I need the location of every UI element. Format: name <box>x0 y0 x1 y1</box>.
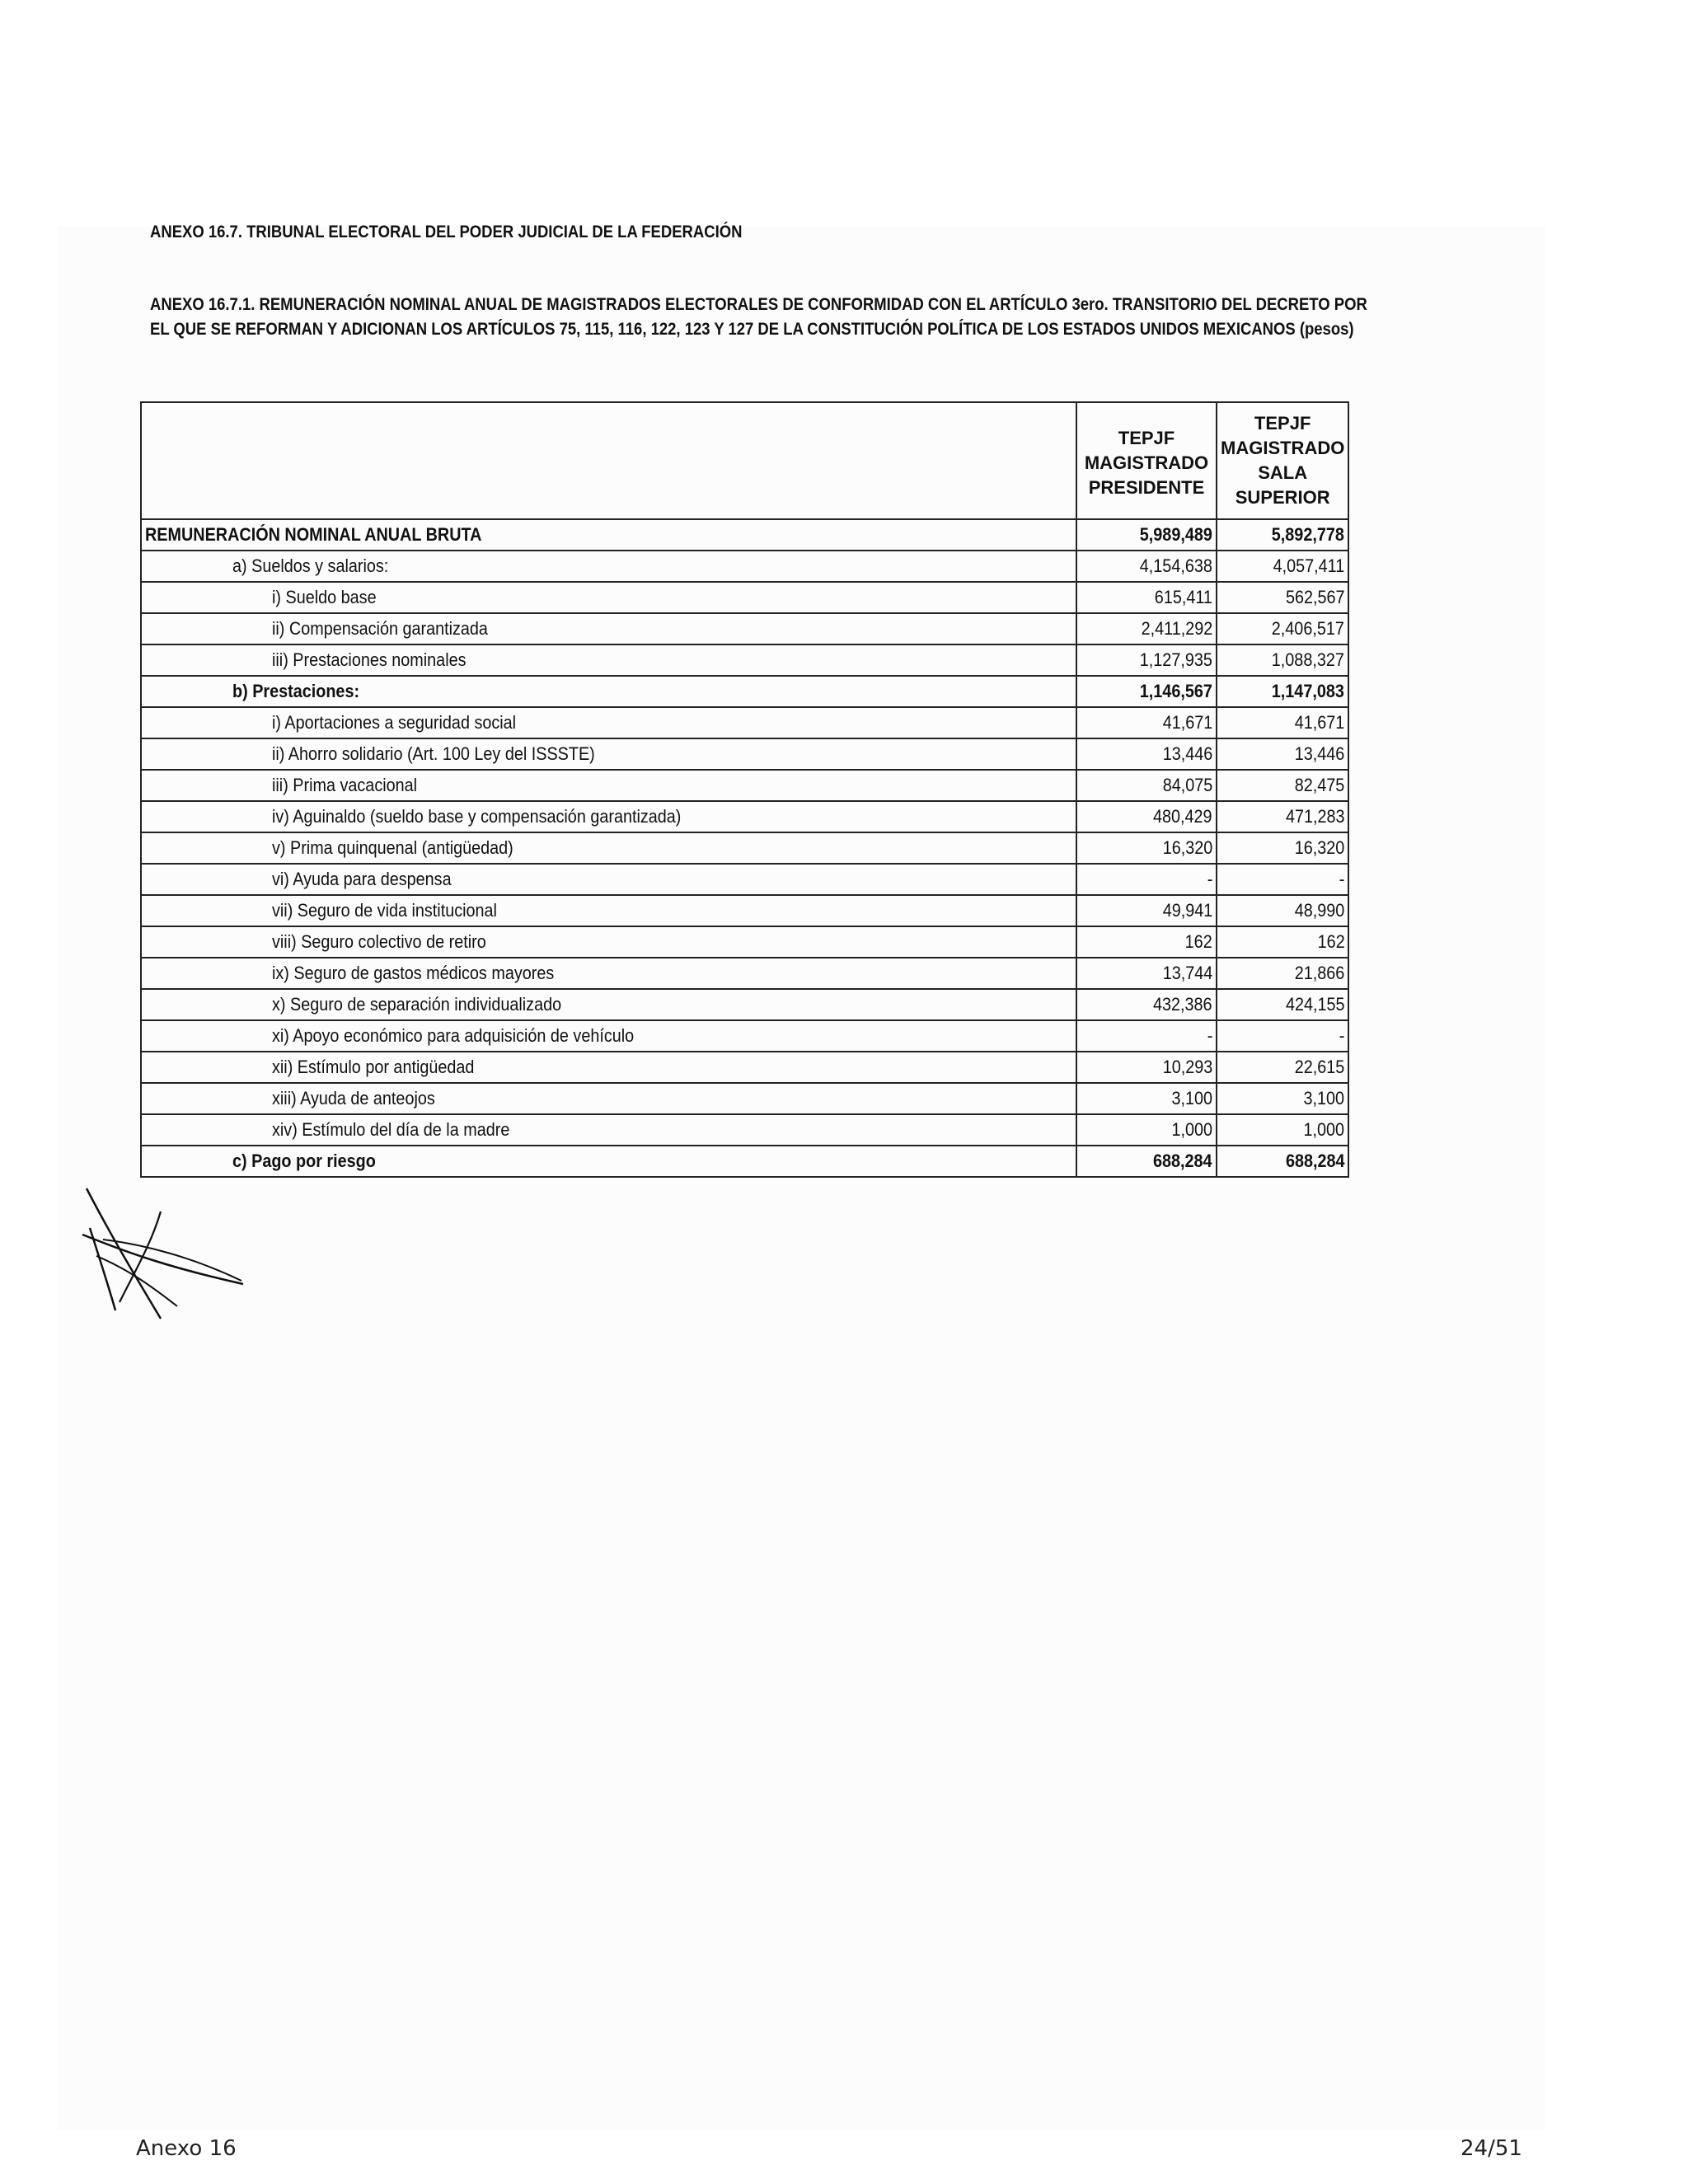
value-presidente <box>1076 551 1217 582</box>
row-label-text: iii) Prestaciones nominales <box>272 649 467 670</box>
value-presidente <box>1076 895 1217 926</box>
value-sala-superior <box>1217 895 1348 926</box>
value-presidente <box>1076 770 1217 801</box>
value-sala-superior <box>1217 1146 1348 1177</box>
value-sala-superior <box>1217 1020 1348 1052</box>
value-presidente-text: 3,100 <box>1171 1088 1212 1108</box>
row-label-text: viii) Seguro colectivo de retiro <box>272 931 486 952</box>
value-sala-superior <box>1217 864 1348 895</box>
value-presidente <box>1076 1052 1217 1083</box>
table-row <box>141 707 1348 738</box>
footer-annex-label: Anexo 16 <box>136 2136 237 2161</box>
row-label <box>141 738 1076 770</box>
value-presidente <box>1076 989 1217 1020</box>
row-label <box>141 707 1076 738</box>
value-presidente <box>1076 1020 1217 1052</box>
value-sala-superior <box>1217 1114 1348 1146</box>
value-presidente-text: - <box>1207 869 1212 889</box>
value-presidente-text: 10,293 <box>1162 1057 1212 1077</box>
value-presidente <box>1076 801 1217 832</box>
value-sala-superior-text: 5,892,778 <box>1272 524 1345 545</box>
value-presidente-text: 1,000 <box>1171 1119 1212 1140</box>
value-sala-superior-text: - <box>1339 1025 1345 1046</box>
value-sala-superior-text: 162 <box>1317 931 1345 952</box>
value-presidente-text: 1,127,935 <box>1139 649 1212 670</box>
row-label <box>141 644 1076 676</box>
table-row <box>141 864 1348 895</box>
table-row <box>141 989 1348 1020</box>
value-sala-superior-text: 424,155 <box>1285 994 1345 1015</box>
row-label <box>141 676 1076 707</box>
row-label <box>141 613 1076 644</box>
remuneration-table <box>140 401 1349 1178</box>
table-row <box>141 551 1348 582</box>
table-body <box>141 519 1348 1177</box>
value-presidente-text: - <box>1207 1025 1212 1046</box>
row-label <box>141 989 1076 1020</box>
value-sala-superior-text: - <box>1339 869 1345 889</box>
table-row <box>141 644 1348 676</box>
header-line: MAGISTRADO <box>1221 438 1345 458</box>
row-label <box>141 1114 1076 1146</box>
handwritten-signature-icon <box>78 1179 260 1331</box>
table-row <box>141 613 1348 644</box>
row-label-text: v) Prima quinquenal (antigüedad) <box>272 837 513 858</box>
row-label <box>141 1146 1076 1177</box>
value-presidente <box>1076 676 1217 707</box>
value-sala-superior-text: 48,990 <box>1294 900 1345 921</box>
value-sala-superior-text: 2,406,517 <box>1272 618 1345 639</box>
row-label-text: ii) Compensación garantizada <box>272 618 488 639</box>
table-row <box>141 926 1348 958</box>
value-presidente <box>1076 864 1217 895</box>
row-label <box>141 1020 1076 1052</box>
value-presidente <box>1076 958 1217 989</box>
value-presidente-text: 13,446 <box>1162 743 1212 764</box>
row-label <box>141 926 1076 958</box>
header-line: PRESIDENTE <box>1088 477 1205 498</box>
table-header-row <box>141 402 1348 519</box>
header-line: TEPJF <box>1118 428 1175 448</box>
table-row <box>141 895 1348 926</box>
value-presidente <box>1076 519 1217 551</box>
value-presidente <box>1076 707 1217 738</box>
table-row <box>141 770 1348 801</box>
row-label <box>141 582 1076 613</box>
annex-title: ANEXO 16.7. TRIBUNAL ELECTORAL DEL PODER JUDICIAL DE LA FEDERACIÓN <box>150 223 743 241</box>
value-sala-superior <box>1217 582 1348 613</box>
row-label <box>141 551 1076 582</box>
value-presidente-text: 432,386 <box>1153 994 1212 1015</box>
column-header-presidente <box>1076 402 1217 519</box>
table-row <box>141 582 1348 613</box>
row-label-text: b) Prestaciones: <box>232 681 360 701</box>
value-sala-superior <box>1217 644 1348 676</box>
value-presidente-text: 13,744 <box>1162 963 1212 983</box>
value-presidente-text: 16,320 <box>1162 837 1212 858</box>
value-presidente-text: 615,411 <box>1154 587 1212 607</box>
value-sala-superior-text: 41,671 <box>1294 712 1345 733</box>
header-line: SALA <box>1258 462 1308 483</box>
value-presidente-text: 2,411,292 <box>1141 618 1212 639</box>
value-sala-superior <box>1217 958 1348 989</box>
value-sala-superior-text: 471,283 <box>1285 806 1345 827</box>
row-label <box>141 895 1076 926</box>
value-presidente <box>1076 1146 1217 1177</box>
row-label-text: iv) Aguinaldo (sueldo base y compensación garantizada) <box>272 806 682 827</box>
row-label-text: xiv) Estímulo del día de la madre <box>272 1119 510 1140</box>
value-sala-superior-text: 21,866 <box>1294 963 1345 983</box>
value-sala-superior-text: 16,320 <box>1294 837 1345 858</box>
value-sala-superior <box>1217 519 1348 551</box>
value-sala-superior-text: 1,000 <box>1303 1119 1345 1140</box>
value-sala-superior-text: 82,475 <box>1294 775 1345 795</box>
value-presidente-text: 41,671 <box>1162 712 1212 733</box>
value-presidente <box>1076 613 1217 644</box>
value-presidente <box>1076 926 1217 958</box>
row-label-text: iii) Prima vacacional <box>272 775 418 795</box>
table-row <box>141 801 1348 832</box>
row-label <box>141 832 1076 864</box>
table-row <box>141 1052 1348 1083</box>
value-sala-superior <box>1217 613 1348 644</box>
row-label-text: xii) Estímulo por antigüedad <box>272 1057 475 1077</box>
row-label-text: xiii) Ayuda de anteojos <box>272 1088 435 1108</box>
row-label <box>141 801 1076 832</box>
value-sala-superior <box>1217 1083 1348 1114</box>
value-presidente <box>1076 738 1217 770</box>
value-sala-superior <box>1217 989 1348 1020</box>
row-label-text: ii) Ahorro solidario (Art. 100 Ley del ISSSTE) <box>272 743 595 764</box>
row-label <box>141 864 1076 895</box>
table-row <box>141 676 1348 707</box>
value-sala-superior-text: 22,615 <box>1294 1057 1345 1077</box>
value-sala-superior-text: 4,057,411 <box>1273 555 1345 576</box>
value-sala-superior-text: 562,567 <box>1285 587 1345 607</box>
row-label <box>141 958 1076 989</box>
value-presidente <box>1076 644 1217 676</box>
row-label-text: i) Aportaciones a seguridad social <box>272 712 517 733</box>
table-row <box>141 519 1348 551</box>
value-sala-superior <box>1217 801 1348 832</box>
value-sala-superior-text: 3,100 <box>1303 1088 1345 1108</box>
row-label <box>141 1052 1076 1083</box>
row-label-text: vii) Seguro de vida institucional <box>272 900 497 921</box>
table-row <box>141 1114 1348 1146</box>
row-label-text: x) Seguro de separación individualizado <box>272 994 562 1015</box>
row-label <box>141 1083 1076 1114</box>
table-row <box>141 958 1348 989</box>
value-presidente <box>1076 1114 1217 1146</box>
value-presidente-text: 688,284 <box>1153 1151 1212 1171</box>
value-presidente-text: 49,941 <box>1162 900 1212 921</box>
value-sala-superior-text: 1,147,083 <box>1272 681 1345 701</box>
header-blank-cell <box>141 402 1076 519</box>
annex-subtitle: ANEXO 16.7.1. REMUNERACIÓN NOMINAL ANUAL DE MAGISTRADOS ELECTORALES DE CONFORMIDAD CON EL ARTÍCULO 3ero. TRANSITORIO DEL DECRETO POR EL QUE SE REFORMAN Y ADICIONAN LOS ARTÍCULOS 75, 115, 116, 122, 123 Y 127 DE LA CONSTITUCIÓN POLÍTICA DE LOS ESTADOS UNIDOS MEXICANOS (pesos) <box>150 295 1367 339</box>
value-presidente-text: 4,154,638 <box>1139 555 1212 576</box>
table-row <box>141 738 1348 770</box>
value-sala-superior <box>1217 1052 1348 1083</box>
row-label-text: a) Sueldos y salarios: <box>232 555 389 576</box>
row-label-text: xi) Apoyo económico para adquisición de vehículo <box>272 1025 635 1046</box>
table-row <box>141 1083 1348 1114</box>
column-header-sala-superior <box>1217 402 1348 519</box>
table-row <box>141 1146 1348 1177</box>
footer-page-number: 24/51 <box>1461 2136 1522 2161</box>
table-row <box>141 832 1348 864</box>
row-label <box>141 770 1076 801</box>
value-sala-superior-text: 13,446 <box>1294 743 1345 764</box>
value-sala-superior-text: 1,088,327 <box>1272 649 1345 670</box>
value-sala-superior <box>1217 926 1348 958</box>
value-sala-superior <box>1217 832 1348 864</box>
value-presidente-text: 84,075 <box>1162 775 1212 795</box>
value-presidente-text: 162 <box>1184 931 1212 952</box>
row-label-text: REMUNERACIÓN NOMINAL ANUAL BRUTA <box>145 524 482 545</box>
value-sala-superior <box>1217 676 1348 707</box>
row-label-text: i) Sueldo base <box>272 587 377 607</box>
row-label-text: vi) Ayuda para despensa <box>272 869 452 889</box>
row-label-text: ix) Seguro de gastos médicos mayores <box>272 963 555 983</box>
value-presidente-text: 480,429 <box>1153 806 1212 827</box>
value-presidente <box>1076 1083 1217 1114</box>
value-sala-superior-text: 688,284 <box>1285 1151 1345 1171</box>
value-sala-superior <box>1217 738 1348 770</box>
value-sala-superior <box>1217 551 1348 582</box>
value-sala-superior <box>1217 770 1348 801</box>
value-presidente-text: 1,146,567 <box>1139 681 1212 701</box>
value-presidente <box>1076 582 1217 613</box>
value-presidente <box>1076 832 1217 864</box>
header-line: TEPJF <box>1254 413 1311 434</box>
row-label-text: c) Pago por riesgo <box>232 1151 376 1171</box>
value-sala-superior <box>1217 707 1348 738</box>
table-row <box>141 1020 1348 1052</box>
row-label <box>141 519 1076 551</box>
value-presidente-text: 5,989,489 <box>1139 524 1212 545</box>
header-line: SUPERIOR <box>1235 487 1330 508</box>
header-line: MAGISTRADO <box>1084 452 1209 473</box>
